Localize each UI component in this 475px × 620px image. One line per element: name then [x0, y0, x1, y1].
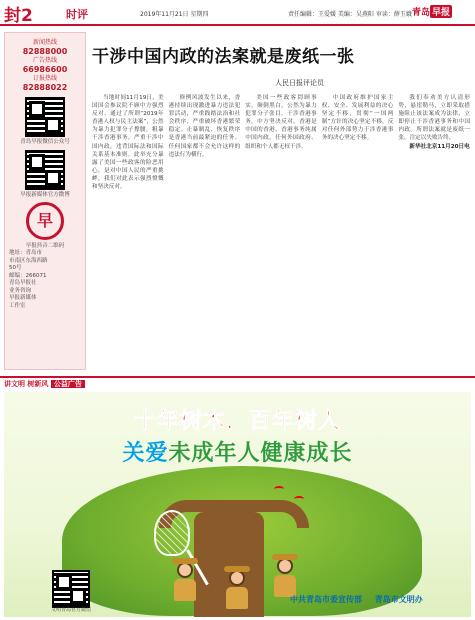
wechat-qr-code[interactable]: [25, 97, 65, 137]
wechat-qr-caption: 青岛早报微信公众号: [20, 139, 70, 145]
issue-date: 2019年11月21日 星期四: [140, 11, 209, 18]
ad-qr-code[interactable]: [52, 570, 90, 608]
child-illustration: [172, 562, 198, 606]
address-info: [5, 250, 85, 310]
ad-qr-caption: 文明青岛官方微信: [50, 607, 91, 613]
hotline-label: 新闻热线: [32, 39, 57, 46]
weibo-qr-caption: 早报新媒体官方微博: [20, 192, 70, 198]
address-line: 市南区东海西路: [9, 257, 48, 264]
article-column: [322, 94, 394, 362]
paper-name: 青岛: [412, 8, 431, 18]
ad-line-number: 66986600: [22, 65, 68, 74]
douyin-logo-icon[interactable]: 早: [26, 202, 64, 240]
butterfly-net-icon: [154, 510, 190, 556]
douyin-caption: 早报抖音二维码: [25, 243, 65, 249]
address-line: 业务咨询: [9, 287, 32, 294]
article-column: [245, 94, 317, 362]
ad-credit: 中共青岛市委宣传部: [290, 595, 362, 604]
article-title: 干涉中国内政的法案就是废纸一张: [92, 47, 355, 67]
article-signature: 新华社北京11月20日电: [409, 143, 470, 150]
child-illustration: [224, 570, 250, 614]
paper-logo: [412, 5, 452, 18]
paragraph: 美国一些政客罔顾事实，颠倒黑白，公然为暴力犯罪分子张目，干涉香港事务。中方坚决反对。香港是中国的香港，香港事务纯属中国内政，任何外国政府、组织和个人都无权干涉。: [245, 95, 317, 150]
address-line: 50号: [9, 265, 22, 271]
ad-line-label: 广告热线: [32, 57, 57, 64]
address-line: 地址：青岛市: [9, 250, 43, 256]
contact-sidebar: [4, 32, 86, 370]
paragraph: 当地时间11月19日，美国国会参议院不顾中方强烈反对，通过了所谓“2019年香港人权与民主法案”，公然为暴力犯罪分子撑腰，粗暴干涉香港事务，严重干涉中国内政，违背国际法和国际关系基本准则。此举充分暴露了美国一些政客的险恶用心，是对中国人民的严重挑衅，我们对此表示强烈愤慨和坚决反对。: [92, 95, 164, 191]
page-header: [0, 0, 475, 26]
ad-slogan-secondary: [4, 436, 471, 467]
address-line: 早报新媒体: [9, 295, 37, 301]
subscribe-line-number: 82888022: [22, 83, 68, 92]
article-body: [92, 94, 470, 362]
ad-section-bar: [0, 376, 475, 390]
article-byline: 人民日报评论员: [275, 79, 324, 87]
page-number: 封2: [4, 6, 33, 26]
subscribe-line-label: 订报热线: [32, 75, 57, 82]
ad-credit: 青岛市文明办: [374, 595, 423, 604]
paragraph: 中国政府维护国家主权、安全、发展利益的决心坚定不移，贯彻“一国两制”方针的决心坚定不移，反对任何外部势力干涉香港事务的决心坚定不移。: [321, 95, 394, 142]
paper-badge: 早报: [430, 5, 452, 18]
address-line: 工作室: [9, 302, 26, 309]
bird-icon: [274, 486, 284, 492]
paragraph: 我们奉劝美方认清形势，悬崖勒马，立即采取措施阻止该法案成为法律，立即停止干涉香港事务和中国内政。所谓法案就是废纸一张，注定以失败告终。: [398, 95, 470, 142]
ad-tag-prefix: 讲文明 树新风: [4, 380, 49, 388]
ad-slogan-part: 未成年人健康成长: [168, 441, 353, 466]
ad-credits: [290, 594, 423, 605]
article-column: [169, 94, 241, 362]
article-column: [398, 94, 470, 362]
editor-credits: 责任编辑：王爱媛 美编：吴燕阳 审读：薛玉娥: [288, 11, 412, 18]
ad-tag-suffix: 公益广告: [51, 380, 85, 388]
address-line: 邮编：266071: [9, 272, 47, 279]
ad-tag: [4, 379, 85, 389]
address-line: 青岛早报社: [9, 280, 37, 286]
article-column: [92, 94, 164, 362]
ad-slogan-primary: 十年树木，百年树人: [133, 409, 341, 434]
paragraph: 修例风波发生以来，香港持续出现激进暴力违法犯罪活动，严重践踏法治和社会秩序，严重破坏香港繁荣稳定。止暴制乱、恢复秩序是香港当前最紧迫的任务。任何国家都不会允许这样的违法行为横行。: [168, 95, 241, 158]
hotline-number: 82888000: [22, 47, 68, 56]
bird-icon: [294, 496, 304, 502]
weibo-qr-code[interactable]: [25, 150, 65, 190]
section-name: 时评: [66, 8, 88, 21]
ad-slogan-part: 关爱: [122, 441, 169, 466]
